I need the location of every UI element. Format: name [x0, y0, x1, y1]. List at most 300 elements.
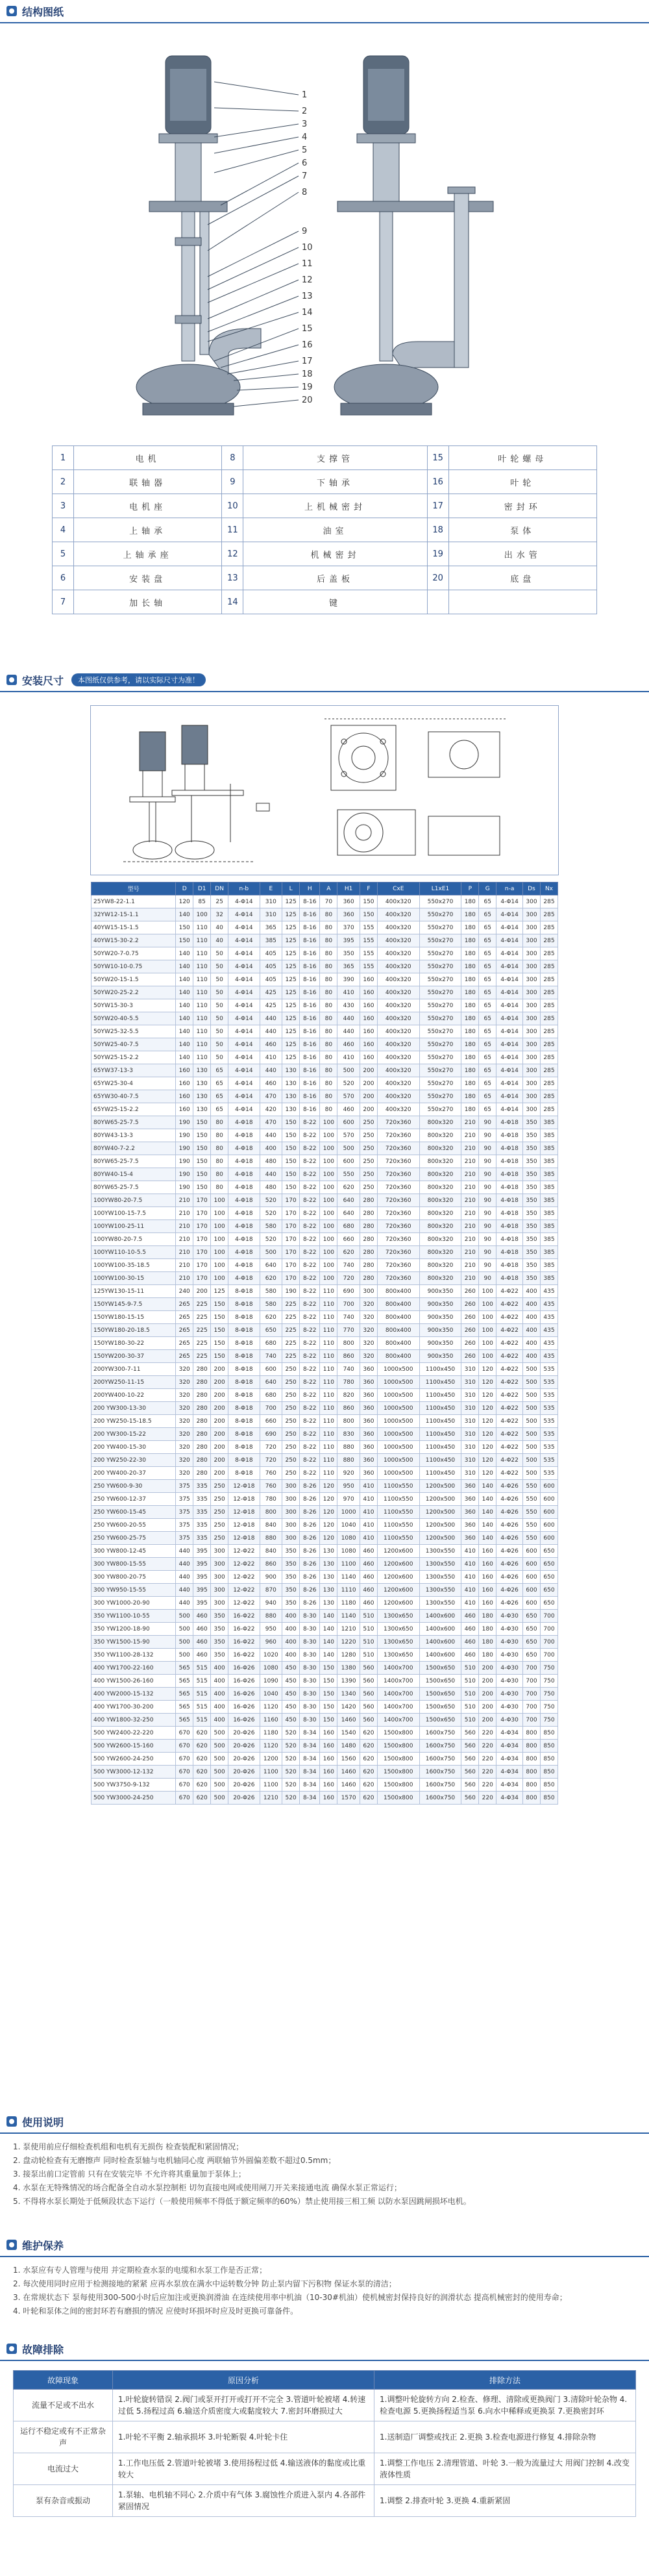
- spec-cell: 8-16: [300, 934, 320, 947]
- spec-cell: 400x320: [377, 895, 419, 908]
- spec-cell: 170: [193, 1220, 211, 1233]
- spec-cell: 180: [461, 908, 479, 921]
- spec-cell: 8-22: [300, 1298, 320, 1311]
- spec-cell: 335: [193, 1532, 211, 1545]
- spec-cell: 110: [320, 1350, 337, 1363]
- spec-cell: 4-Φ18: [496, 1233, 523, 1246]
- spec-model: 350 YW1200-18-90: [92, 1623, 176, 1636]
- fault-title: 故障排除: [22, 2343, 64, 2356]
- spec-cell: 110: [193, 1051, 211, 1064]
- install-drawing-frame: [90, 705, 559, 875]
- spec-cell: 405: [260, 960, 282, 973]
- spec-cell: 800x400: [377, 1350, 419, 1363]
- spec-cell: 225: [193, 1350, 211, 1363]
- spec-cell: 1200x500: [419, 1493, 461, 1506]
- spec-model: 500 YW3000-12-132: [92, 1766, 176, 1779]
- spec-header-cell: L: [282, 882, 300, 895]
- spec-cell: 155: [360, 960, 377, 973]
- spec-cell: 350: [282, 1571, 300, 1584]
- spec-cell: 12-Φ18: [228, 1519, 260, 1532]
- spec-cell: 50: [211, 1012, 228, 1025]
- spec-row: [92, 934, 558, 947]
- spec-cell: 550x270: [419, 895, 461, 908]
- spec-cell: 4-Φ18: [228, 1272, 260, 1285]
- spec-cell: 90: [479, 1207, 496, 1220]
- spec-cell: 1140: [337, 1571, 360, 1584]
- spec-cell: 640: [337, 1207, 360, 1220]
- part-number: [427, 590, 448, 614]
- spec-cell: 125: [282, 895, 300, 908]
- spec-cell: 4-Φ14: [496, 999, 523, 1012]
- spec-cell: 4-Φ14: [228, 934, 260, 947]
- spec-cell: 210: [176, 1207, 193, 1220]
- spec-cell: 1500x650: [419, 1662, 461, 1675]
- fault-remedy: 1.调整 2.排查叶轮 3.更换 4.重新紧固: [374, 2485, 636, 2517]
- spec-cell: 8-22: [300, 1220, 320, 1233]
- spec-cell: 110: [320, 1285, 337, 1298]
- spec-cell: 8-16: [300, 973, 320, 986]
- spec-model: 65YW37-13-3: [92, 1064, 176, 1077]
- spec-cell: 335: [193, 1519, 211, 1532]
- spec-row: [92, 921, 558, 934]
- spec-cell: 670: [176, 1727, 193, 1740]
- spec-cell: 1500x650: [419, 1714, 461, 1727]
- svg-text:5: 5: [302, 145, 308, 155]
- spec-cell: 65: [479, 921, 496, 934]
- spec-cell: 400: [282, 1636, 300, 1649]
- spec-cell: 250: [360, 1116, 377, 1129]
- install-section: [0, 669, 649, 1805]
- spec-cell: 300: [523, 1077, 541, 1090]
- spec-cell: 850: [540, 1779, 557, 1792]
- spec-cell: 720x360: [377, 1129, 419, 1142]
- spec-cell: 20-Φ26: [228, 1792, 260, 1805]
- spec-model: 50YW25-15-2.2: [92, 1051, 176, 1064]
- part-number: 20: [427, 566, 448, 590]
- maintenance-section: [0, 2234, 649, 2320]
- spec-cell: 395: [193, 1597, 211, 1610]
- spec-cell: 700: [540, 1636, 557, 1649]
- spec-cell: 80: [320, 1051, 337, 1064]
- spec-cell: 300: [523, 1038, 541, 1051]
- spec-cell: 500: [523, 1454, 541, 1467]
- spec-cell: 620: [360, 1727, 377, 1740]
- spec-cell: 950: [337, 1480, 360, 1493]
- spec-model: 300 YW800-15-55: [92, 1558, 176, 1571]
- spec-cell: 720: [260, 1454, 282, 1467]
- spec-cell: 670: [176, 1779, 193, 1792]
- spec-cell: 140: [176, 908, 193, 921]
- spec-cell: 4-Φ14: [228, 895, 260, 908]
- spec-row: [92, 1090, 558, 1103]
- spec-cell: 1400x700: [377, 1662, 419, 1675]
- spec-cell: 410: [461, 1584, 479, 1597]
- spec-cell: 300: [360, 1285, 377, 1298]
- spec-cell: 680: [260, 1337, 282, 1350]
- spec-cell: 400: [523, 1311, 541, 1324]
- spec-cell: 4-Φ18: [496, 1181, 523, 1194]
- section-icon: [6, 2240, 17, 2250]
- spec-cell: 140: [479, 1519, 496, 1532]
- spec-cell: 400x320: [377, 1051, 419, 1064]
- spec-cell: 385: [540, 1246, 557, 1259]
- spec-row: [92, 1363, 558, 1376]
- spec-cell: 385: [260, 934, 282, 947]
- spec-cell: 8-Φ18: [228, 1285, 260, 1298]
- fault-cause: 1.叶轮不平衡 2.轴承损坏 3.叶轮断裂 4.叶轮卡住: [113, 2421, 374, 2453]
- spec-cell: 700: [540, 1649, 557, 1662]
- spec-table: [91, 882, 558, 1805]
- spec-model: 200 YW400-15-30: [92, 1441, 176, 1454]
- spec-cell: 4-Φ26: [496, 1480, 523, 1493]
- spec-model: 100YW80-20-7.5: [92, 1194, 176, 1207]
- spec-cell: 650: [540, 1584, 557, 1597]
- spec-cell: 225: [193, 1324, 211, 1337]
- spec-model: 200 YW300-13-30: [92, 1402, 176, 1415]
- spec-cell: 440: [260, 1025, 282, 1038]
- spec-row: [92, 1155, 558, 1168]
- spec-cell: 740: [337, 1311, 360, 1324]
- spec-cell: 1340: [337, 1688, 360, 1701]
- spec-cell: 140: [479, 1480, 496, 1493]
- spec-cell: 110: [320, 1363, 337, 1376]
- spec-cell: 210: [461, 1194, 479, 1207]
- spec-cell: 125: [282, 1051, 300, 1064]
- spec-cell: 1100: [337, 1558, 360, 1571]
- spec-cell: 1400x600: [419, 1610, 461, 1623]
- spec-cell: 50: [211, 973, 228, 986]
- pump-right: [334, 56, 493, 415]
- spec-cell: 8-Φ18: [228, 1467, 260, 1480]
- spec-cell: 1400x700: [377, 1701, 419, 1714]
- spec-cell: 150: [320, 1701, 337, 1714]
- fault-cause: 1.工作电压低 2.管道叶轮被堵 3.使用扬程过低 4.输送液体的黏度或比重较大: [113, 2453, 374, 2485]
- spec-cell: 4-Φ14: [496, 1051, 523, 1064]
- spec-cell: 120: [479, 1402, 496, 1415]
- spec-cell: 800: [523, 1740, 541, 1753]
- part-name: 上轴承座: [74, 542, 222, 566]
- part-number: 7: [53, 590, 74, 614]
- spec-cell: 8-16: [300, 999, 320, 1012]
- spec-cell: 360: [360, 1389, 377, 1402]
- spec-cell: 180: [479, 1649, 496, 1662]
- spec-model: 25YW8-22-1.1: [92, 895, 176, 908]
- spec-cell: 390: [337, 973, 360, 986]
- spec-cell: 4-Φ14: [228, 999, 260, 1012]
- spec-cell: 210: [461, 1246, 479, 1259]
- spec-cell: 570: [337, 1090, 360, 1103]
- spec-cell: 4-Φ22: [496, 1415, 523, 1428]
- part-number: 4: [53, 518, 74, 542]
- svg-text:6: 6: [302, 158, 308, 168]
- spec-cell: 110: [320, 1402, 337, 1415]
- spec-cell: 570: [337, 1129, 360, 1142]
- spec-cell: 140: [176, 960, 193, 973]
- spec-cell: 300: [523, 947, 541, 960]
- spec-cell: 220: [479, 1792, 496, 1805]
- spec-cell: 8-26: [300, 1506, 320, 1519]
- spec-cell: 535: [540, 1389, 557, 1402]
- spec-row: [92, 1740, 558, 1753]
- spec-cell: 12-Φ18: [228, 1493, 260, 1506]
- spec-cell: 550: [523, 1532, 541, 1545]
- spec-cell: 800x320: [419, 1168, 461, 1181]
- spec-row: [92, 1441, 558, 1454]
- spec-cell: 400: [211, 1701, 228, 1714]
- install-title: 安装尺寸: [22, 674, 64, 687]
- spec-model: 400 YW1500-26-160: [92, 1675, 176, 1688]
- spec-cell: 80: [320, 986, 337, 999]
- spec-cell: 500: [523, 1428, 541, 1441]
- spec-cell: 50: [211, 999, 228, 1012]
- spec-cell: 1100x450: [419, 1467, 461, 1480]
- spec-cell: 1100x550: [377, 1532, 419, 1545]
- spec-cell: 400x320: [377, 960, 419, 973]
- fault-row: [14, 2485, 636, 2517]
- spec-cell: 180: [461, 1038, 479, 1051]
- spec-cell: 350: [523, 1207, 541, 1220]
- maintenance-header: [0, 2234, 649, 2257]
- spec-cell: 400: [523, 1298, 541, 1311]
- spec-model: 100YW110-10-5.5: [92, 1246, 176, 1259]
- spec-header-cell: G: [479, 882, 496, 895]
- spec-cell: 800x320: [419, 1116, 461, 1129]
- spec-cell: 1100x450: [419, 1389, 461, 1402]
- spec-cell: 375: [176, 1519, 193, 1532]
- spec-cell: 320: [360, 1337, 377, 1350]
- spec-cell: 1140: [337, 1610, 360, 1623]
- spec-cell: 4-Φ30: [496, 1636, 523, 1649]
- spec-cell: 560: [461, 1792, 479, 1805]
- spec-cell: 740: [337, 1259, 360, 1272]
- spec-model: 65YW30-40-7.5: [92, 1090, 176, 1103]
- spec-cell: 620: [360, 1766, 377, 1779]
- spec-cell: 4-Φ18: [496, 1207, 523, 1220]
- spec-cell: 12-Φ18: [228, 1532, 260, 1545]
- spec-cell: 780: [260, 1493, 282, 1506]
- spec-cell: 280: [360, 1194, 377, 1207]
- spec-cell: 350: [282, 1597, 300, 1610]
- spec-cell: 550x270: [419, 999, 461, 1012]
- spec-cell: 200: [211, 1376, 228, 1389]
- spec-cell: 310: [461, 1363, 479, 1376]
- spec-cell: 155: [360, 947, 377, 960]
- svg-text:11: 11: [302, 259, 313, 269]
- spec-cell: 4-Φ22: [496, 1311, 523, 1324]
- spec-cell: 1090: [260, 1675, 282, 1688]
- spec-cell: 65: [479, 1051, 496, 1064]
- spec-cell: 1200x500: [419, 1519, 461, 1532]
- spec-cell: 285: [540, 1077, 557, 1090]
- spec-row: [92, 1116, 558, 1129]
- spec-cell: 250: [282, 1363, 300, 1376]
- spec-cell: 375: [176, 1493, 193, 1506]
- spec-cell: 190: [176, 1181, 193, 1194]
- spec-model: 150YW180-20-18.5: [92, 1324, 176, 1337]
- spec-model: 350 YW1500-15-90: [92, 1636, 176, 1649]
- spec-cell: 100: [320, 1259, 337, 1272]
- spec-cell: 300: [523, 986, 541, 999]
- spec-cell: 300: [523, 1025, 541, 1038]
- spec-cell: 170: [282, 1220, 300, 1233]
- spec-cell: 4-Φ18: [228, 1155, 260, 1168]
- spec-cell: 200: [211, 1402, 228, 1415]
- spec-cell: 65: [479, 947, 496, 960]
- spec-cell: 310: [461, 1402, 479, 1415]
- spec-row: [92, 1012, 558, 1025]
- spec-cell: 350: [211, 1636, 228, 1649]
- spec-cell: 1100: [260, 1779, 282, 1792]
- spec-cell: 65: [479, 1077, 496, 1090]
- spec-cell: 440: [176, 1545, 193, 1558]
- spec-cell: 110: [320, 1337, 337, 1350]
- spec-cell: 285: [540, 908, 557, 921]
- spec-cell: 180: [461, 1051, 479, 1064]
- spec-cell: 770: [337, 1324, 360, 1337]
- spec-cell: 180: [461, 986, 479, 999]
- spec-cell: 1300x550: [419, 1597, 461, 1610]
- spec-cell: 8-16: [300, 1064, 320, 1077]
- spec-row: [92, 1558, 558, 1571]
- part-number: 15: [427, 446, 448, 470]
- spec-cell: 160: [320, 1792, 337, 1805]
- spec-cell: 400: [282, 1623, 300, 1636]
- spec-cell: 100: [320, 1272, 337, 1285]
- spec-cell: 4-Φ26: [496, 1506, 523, 1519]
- spec-cell: 220: [479, 1753, 496, 1766]
- spec-row: [92, 1051, 558, 1064]
- svg-text:12: 12: [302, 275, 313, 285]
- spec-cell: 160: [320, 1766, 337, 1779]
- spec-cell: 200: [211, 1467, 228, 1480]
- spec-cell: 4-Φ22: [496, 1467, 523, 1480]
- spec-cell: 180: [479, 1636, 496, 1649]
- spec-row: [92, 1272, 558, 1285]
- part-name: 电机座: [74, 494, 222, 518]
- spec-cell: 300: [211, 1545, 228, 1558]
- spec-row: [92, 1142, 558, 1155]
- spec-cell: 550x270: [419, 934, 461, 947]
- spec-cell: 550: [523, 1519, 541, 1532]
- spec-cell: 1400x700: [377, 1675, 419, 1688]
- spec-cell: 210: [461, 1220, 479, 1233]
- spec-cell: 510: [461, 1701, 479, 1714]
- spec-cell: 385: [540, 1194, 557, 1207]
- spec-cell: 300: [282, 1506, 300, 1519]
- spec-cell: 1040: [260, 1688, 282, 1701]
- spec-row: [92, 1766, 558, 1779]
- spec-cell: 670: [176, 1740, 193, 1753]
- spec-cell: 110: [193, 1012, 211, 1025]
- spec-row: [92, 1077, 558, 1090]
- spec-cell: 4-Φ18: [228, 1168, 260, 1181]
- spec-cell: 4-Φ18: [496, 1142, 523, 1155]
- spec-cell: 170: [282, 1272, 300, 1285]
- spec-cell: 385: [540, 1259, 557, 1272]
- spec-cell: 160: [360, 1051, 377, 1064]
- spec-cell: 80: [320, 1025, 337, 1038]
- spec-cell: 1400x700: [377, 1714, 419, 1727]
- part-name: 键: [243, 590, 427, 614]
- spec-cell: 80: [320, 947, 337, 960]
- spec-cell: 32: [211, 908, 228, 921]
- spec-model: 500 YW3000-24-250: [92, 1792, 176, 1805]
- part-number: 1: [53, 446, 74, 470]
- spec-header-cell: F: [360, 882, 377, 895]
- spec-cell: 400x320: [377, 1038, 419, 1051]
- spec-cell: 16-Φ22: [228, 1623, 260, 1636]
- spec-cell: 375: [176, 1480, 193, 1493]
- spec-cell: 4-Φ18: [496, 1129, 523, 1142]
- spec-cell: 300: [211, 1571, 228, 1584]
- spec-cell: 500: [337, 1142, 360, 1155]
- spec-cell: 8-Φ18: [228, 1441, 260, 1454]
- spec-cell: 8-16: [300, 1090, 320, 1103]
- spec-cell: 8-22: [300, 1441, 320, 1454]
- spec-cell: 1100x450: [419, 1402, 461, 1415]
- spec-cell: 800: [523, 1766, 541, 1779]
- spec-cell: 410: [461, 1571, 479, 1584]
- part-number: 12: [222, 542, 243, 566]
- spec-cell: 1600x750: [419, 1792, 461, 1805]
- spec-model: 65YW25-30-4: [92, 1077, 176, 1090]
- usage-item: 2. 盘动轮检查有无磨擦声 同时检查泵轴与电机轴同心度 两联轴节外圆偏差数不超过0.5mm；: [13, 2156, 336, 2165]
- spec-cell: 535: [540, 1376, 557, 1389]
- spec-cell: 1100x550: [377, 1480, 419, 1493]
- spec-cell: 500: [523, 1415, 541, 1428]
- spec-cell: 800x320: [419, 1129, 461, 1142]
- spec-cell: 4-Φ14: [228, 947, 260, 960]
- spec-row: [92, 1662, 558, 1675]
- spec-cell: 160: [479, 1584, 496, 1597]
- svg-text:9: 9: [302, 227, 308, 236]
- spec-cell: 500: [523, 1467, 541, 1480]
- spec-row: [92, 1246, 558, 1259]
- spec-cell: 850: [540, 1766, 557, 1779]
- spec-cell: 8-16: [300, 908, 320, 921]
- spec-cell: 125: [282, 908, 300, 921]
- spec-cell: 535: [540, 1467, 557, 1480]
- spec-row: [92, 1038, 558, 1051]
- spec-cell: 170: [193, 1194, 211, 1207]
- spec-cell: 520: [260, 1194, 282, 1207]
- spec-cell: 500: [211, 1740, 228, 1753]
- spec-cell: 300: [523, 1051, 541, 1064]
- spec-cell: 65: [479, 1025, 496, 1038]
- spec-cell: 1000x500: [377, 1389, 419, 1402]
- spec-cell: 4-Φ26: [496, 1519, 523, 1532]
- spec-cell: 220: [479, 1740, 496, 1753]
- spec-cell: 4-Φ26: [496, 1545, 523, 1558]
- spec-row: [92, 1194, 558, 1207]
- spec-cell: 1000x500: [377, 1415, 419, 1428]
- spec-cell: 400: [260, 1142, 282, 1155]
- spec-cell: 620: [193, 1792, 211, 1805]
- spec-row: [92, 1610, 558, 1623]
- spec-cell: 120: [479, 1467, 496, 1480]
- spec-cell: 535: [540, 1454, 557, 1467]
- spec-header-cell: DN: [211, 882, 228, 895]
- spec-cell: 720x360: [377, 1142, 419, 1155]
- spec-cell: 8-30: [300, 1701, 320, 1714]
- spec-cell: 550x270: [419, 1090, 461, 1103]
- spec-cell: 350: [211, 1623, 228, 1636]
- spec-cell: 210: [461, 1259, 479, 1272]
- spec-cell: 260: [461, 1285, 479, 1298]
- spec-cell: 190: [176, 1168, 193, 1181]
- spec-cell: 160: [479, 1558, 496, 1571]
- spec-model: 400 YW1800-32-250: [92, 1714, 176, 1727]
